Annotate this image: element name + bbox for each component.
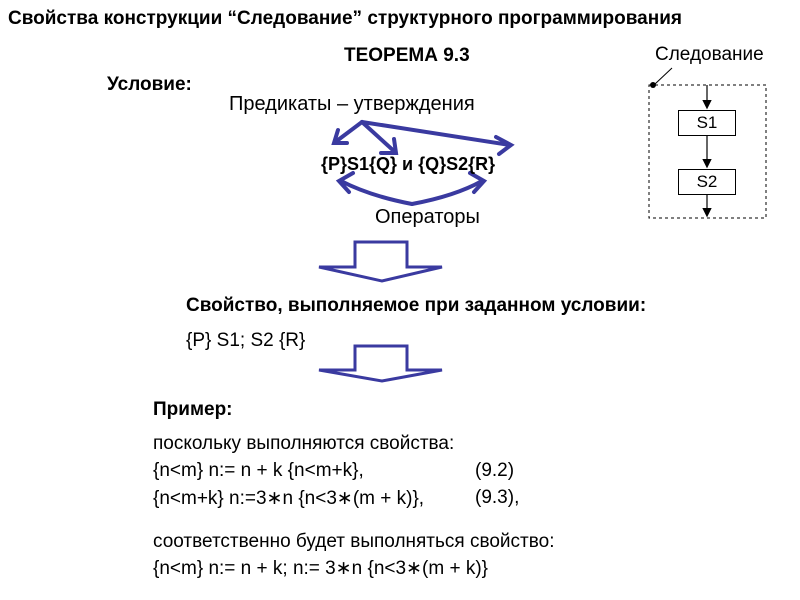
property-label: Свойство, выполняемое при заданном условии: (186, 295, 647, 316)
predicates-label: Предикаты – утверждения (229, 93, 475, 115)
equation-number: (9.3), (475, 487, 520, 508)
example-label: Пример: (153, 399, 233, 420)
flowchart-title: Следование (655, 44, 764, 65)
condition-formula: {P}S1{Q} и {Q}S2{R} (321, 154, 496, 174)
example-line: {n<m+k} n:=3∗n {n<3∗(m + k)}, (153, 488, 425, 509)
equation-number: (9.2) (475, 460, 515, 481)
operator-arrows (339, 173, 484, 204)
theorem-heading: ТЕОРЕМА 9.3 (344, 45, 470, 66)
flowchart-title-pointer (655, 68, 672, 84)
big-down-arrow-1 (319, 242, 442, 281)
example-line: {n<m} n:= n + k {n<m+k}, (153, 460, 364, 481)
predicate-arrows (334, 122, 511, 154)
operators-label: Операторы (375, 206, 480, 228)
arrow-to-S2 (412, 181, 482, 204)
property-formula: {P} S1; S2 {R} (186, 330, 306, 351)
example-line: соответственно будет выполняться свойство: (153, 531, 555, 552)
big-down-arrow-2 (319, 346, 442, 381)
arrow-to-P (338, 122, 362, 140)
flowchart-block-s2: S2 (678, 169, 736, 195)
flowchart-entry-dot (650, 82, 656, 88)
flowchart-block-s1: S1 (678, 110, 736, 136)
slide-title: Свойства конструкции “Следование” структурного программирования (8, 8, 682, 29)
example-line: {n<m} n:= n + k; n:= 3∗n {n<3∗(m + k)} (153, 558, 488, 579)
arrow-to-S1 (341, 181, 412, 204)
example-line: поскольку выполняются свойства: (153, 433, 455, 454)
condition-label: Условие: (107, 74, 192, 95)
